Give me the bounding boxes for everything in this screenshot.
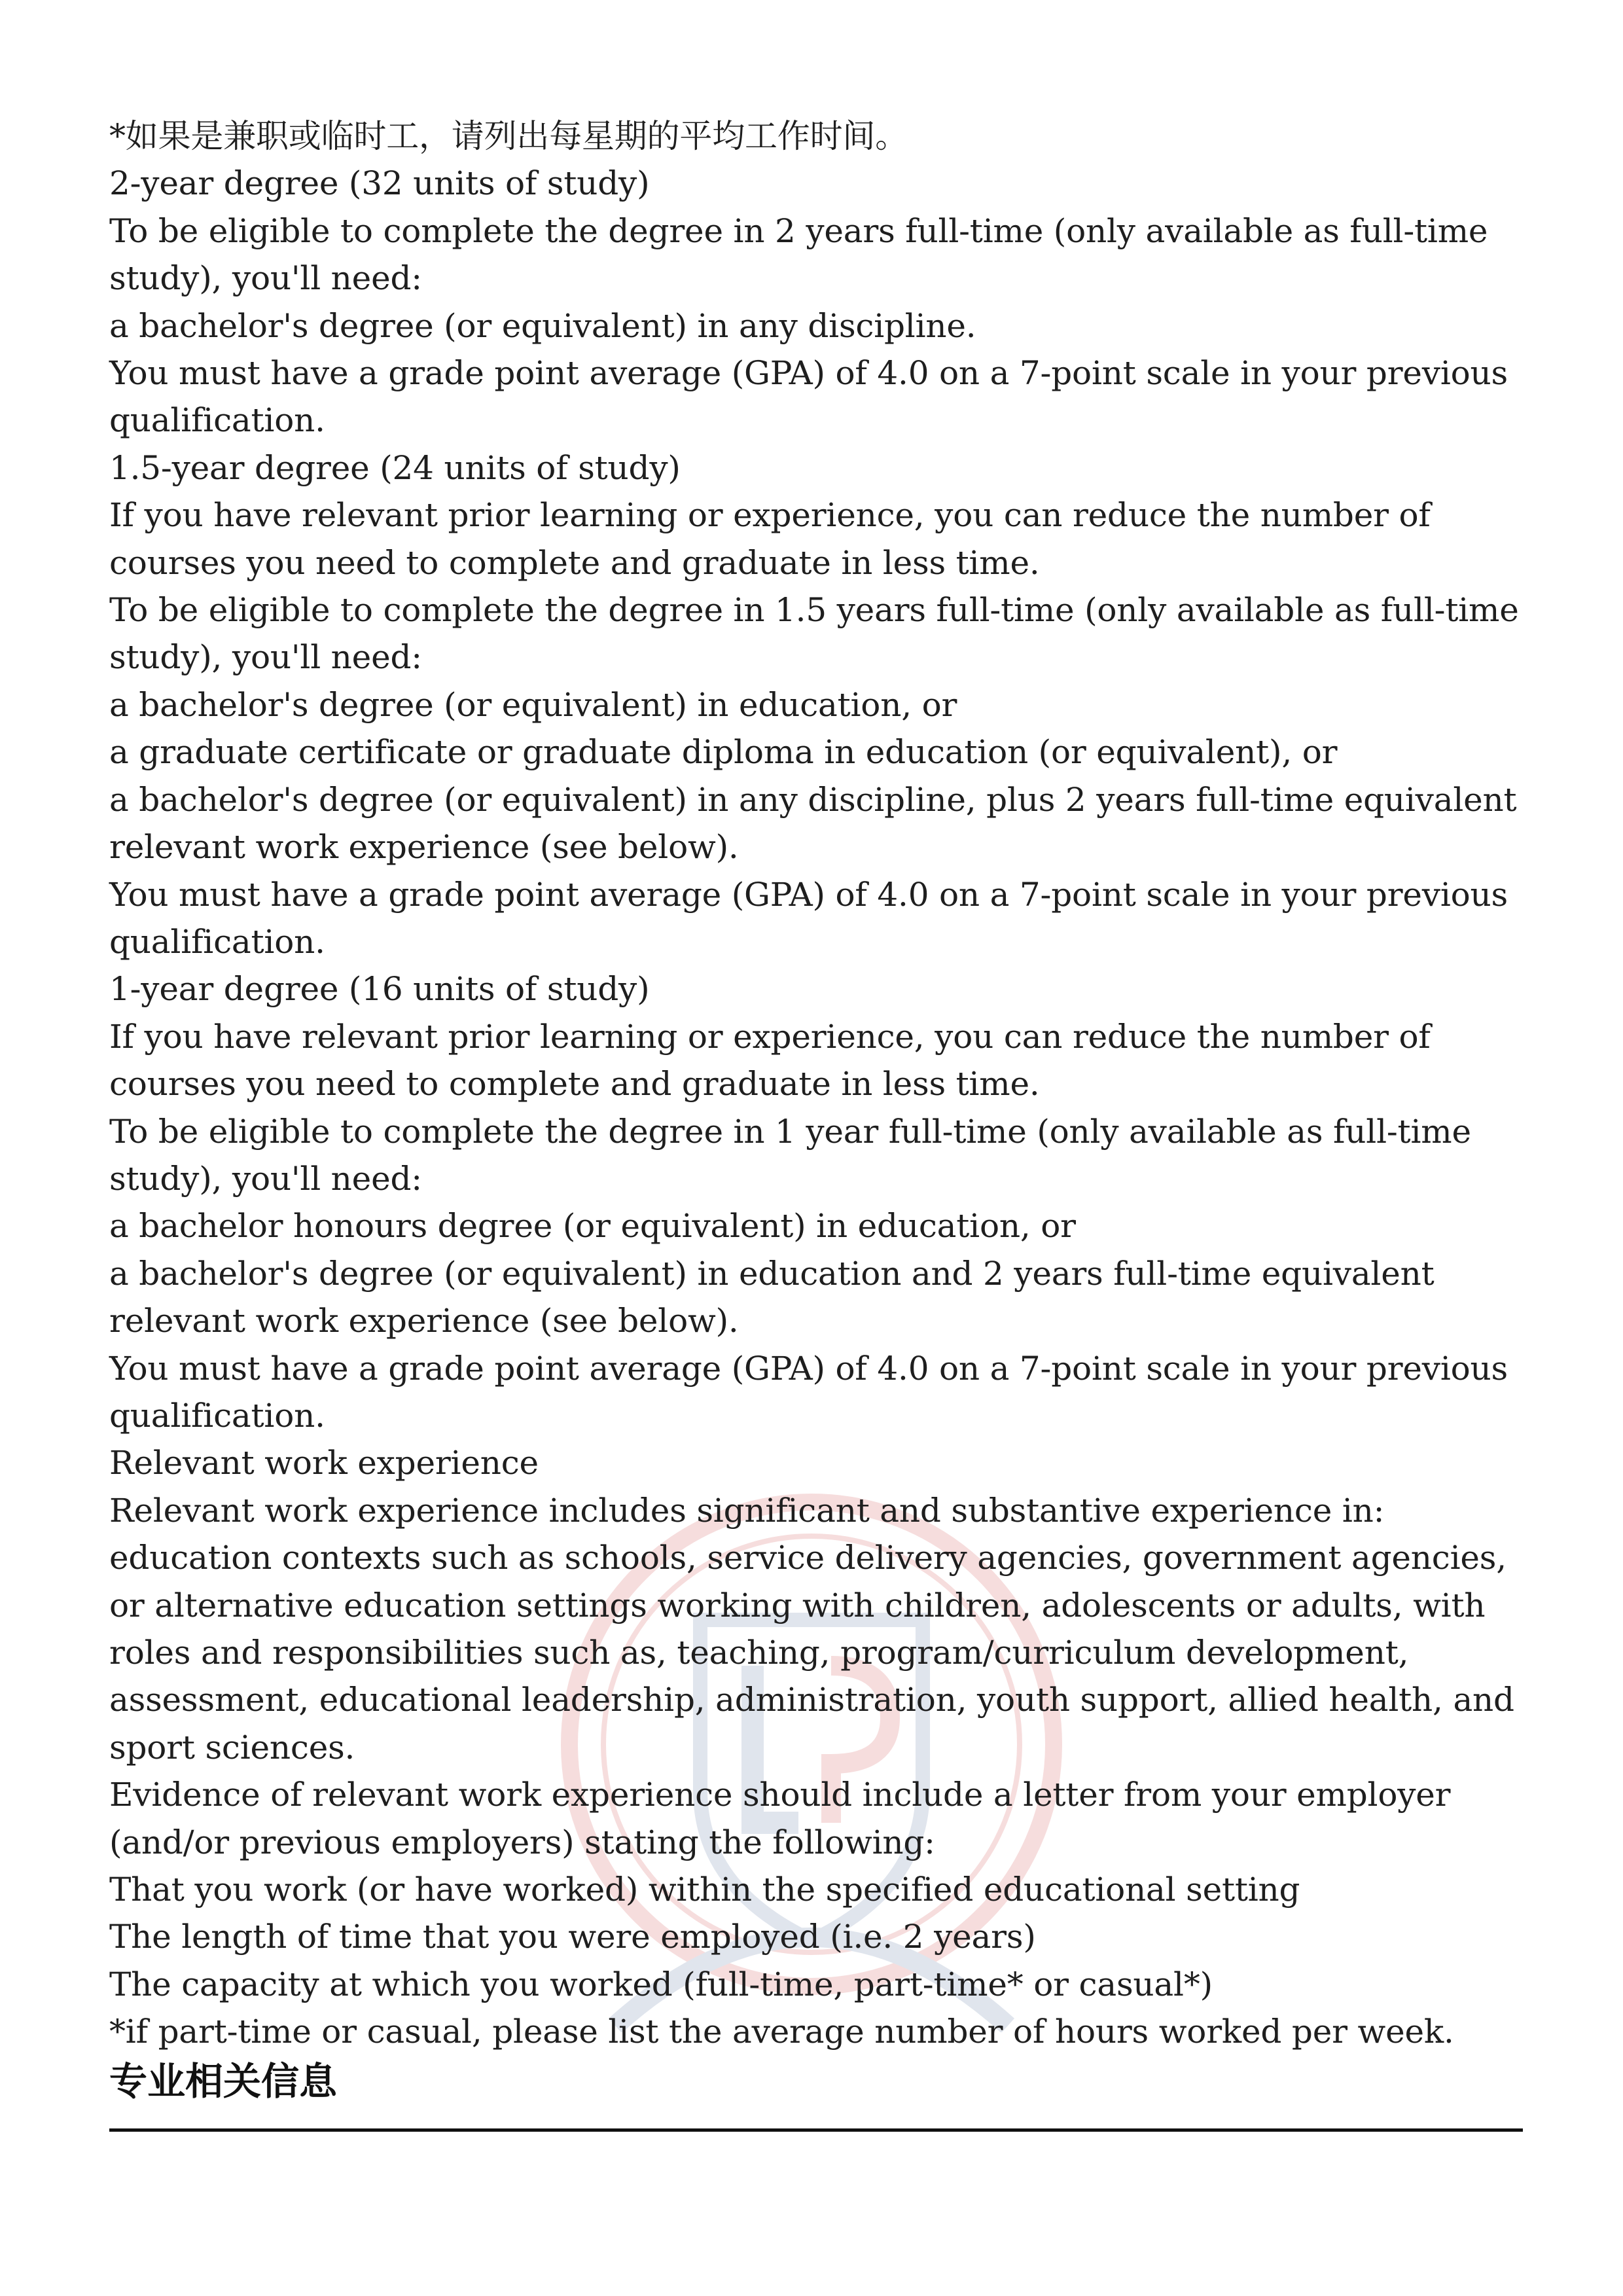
paragraph: Relevant work experience: [109, 1444, 539, 1482]
paragraph: 1-year degree (16 units of study): [109, 970, 650, 1009]
paragraph: You must have a grade point average (GPA) of 4.0 on a 7-point scale in your previous qualification.: [109, 1349, 1508, 1435]
paragraph: You must have a grade point average (GPA) of 4.0 on a 7-point scale in your previous qualification.: [109, 875, 1508, 961]
paragraph: education contexts such as schools, service delivery agencies, government agencies, or alternative education settings working with children, adolescents or adults, with roles and responsibilities such as, teaching, program/curriculum development, assessment, educational leadership, administration, youth support, allied health, and sport sciences.: [109, 1539, 1514, 1767]
paragraph: You must have a grade point average (GPA) of 4.0 on a 7-point scale in your previous qualification.: [109, 354, 1508, 440]
paragraph: *如果是兼职或临时工，请列出每星期的平均工作时间。: [109, 117, 908, 155]
paragraph: Relevant work experience includes significant and substantive experience in:: [109, 1491, 1385, 1530]
paragraph: If you have relevant prior learning or experience, you can reduce the number of courses you need to complete and graduate in less time.: [109, 496, 1431, 582]
paragraph: The length of time that you were employed (i.e. 2 years): [109, 1918, 1036, 1956]
paragraph: The capacity at which you worked (full-time, part-time* or casual*): [109, 1965, 1213, 2003]
section-heading: 专业相关信息: [109, 2059, 338, 2104]
paragraph: 1.5-year degree (24 units of study): [109, 448, 681, 487]
paragraph: To be eligible to complete the degree in 1.5 years full-time (only available as full-time study), you'll need:: [109, 591, 1519, 677]
paragraph: To be eligible to complete the degree in 2 years full-time (only available as full-time study), you'll need:: [109, 211, 1488, 298]
paragraph: That you work (or have worked) within the specified educational setting: [109, 1871, 1300, 1909]
paragraph: *if part-time or casual, please list the average number of hours worked per week.: [109, 2013, 1454, 2051]
paragraph: a bachelor honours degree (or equivalent) in education, or: [109, 1207, 1076, 1246]
document-body: [109, 113, 1529, 2056]
paragraph: a bachelor's degree (or equivalent) in education and 2 years full-time equivalent relevant work experience (see below).: [109, 1254, 1435, 1340]
paragraph: Evidence of relevant work experience should include a letter from your employer (and/or previous employers) stating the following:: [109, 1776, 1451, 1861]
paragraph: 2-year degree (32 units of study): [109, 164, 650, 203]
paragraph: To be eligible to complete the degree in 1 year full-time (only available as full-time study), you'll need:: [109, 1112, 1471, 1198]
paragraph: a bachelor's degree (or equivalent) in education, or: [109, 685, 957, 724]
section-divider: [109, 2128, 1523, 2132]
paragraph: a bachelor's degree (or equivalent) in any discipline, plus 2 years full-time equivalent relevant work experience (see below).: [109, 780, 1517, 867]
paragraph: a bachelor's degree (or equivalent) in any discipline.: [109, 306, 976, 345]
paragraph: a graduate certificate or graduate diploma in education (or equivalent), or: [109, 733, 1338, 772]
paragraph: If you have relevant prior learning or experience, you can reduce the number of courses you need to complete and graduate in less time.: [109, 1017, 1431, 1103]
